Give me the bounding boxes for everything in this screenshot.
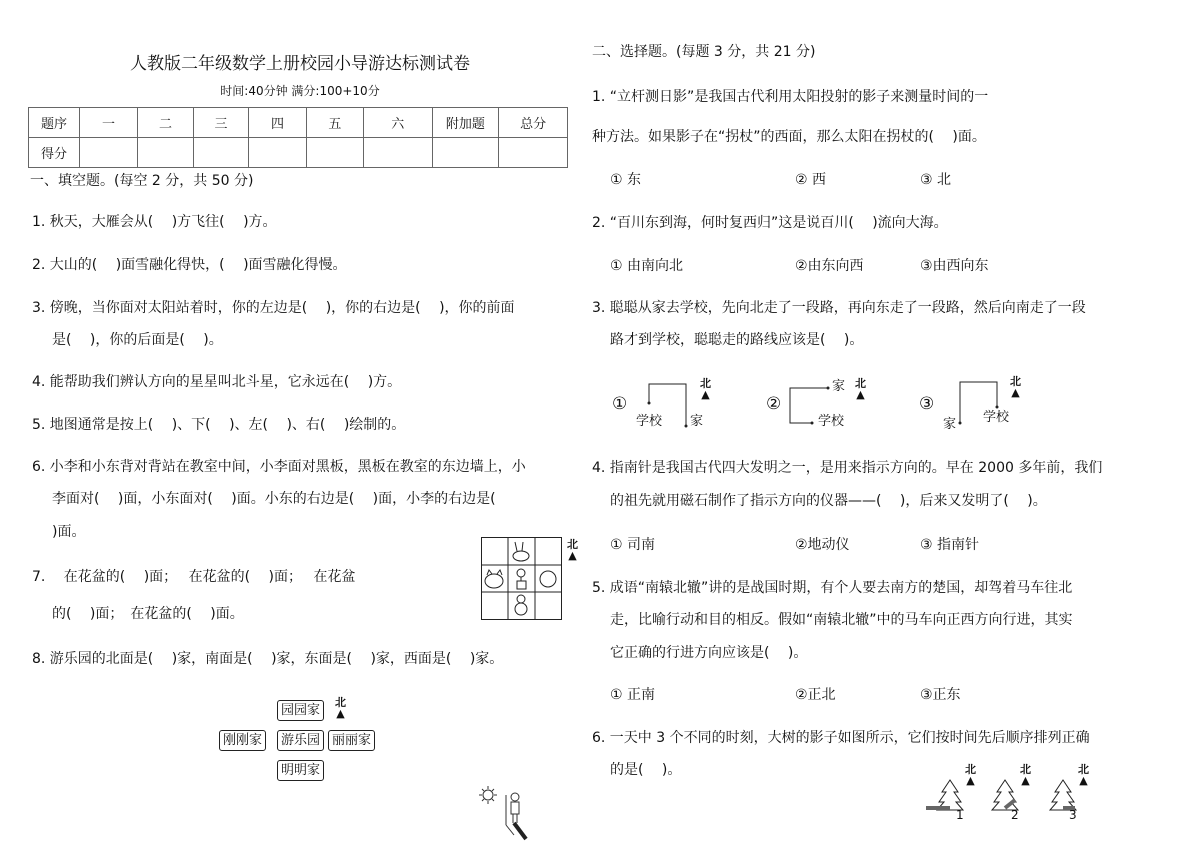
question-line: 2. 大山的( )面雪融化得快，( )面雪融化得慢。 xyxy=(32,257,347,273)
map-north-indicator: 北 ▲ xyxy=(335,696,346,720)
north-indicator: 北 ▲ xyxy=(1010,375,1021,399)
score-table-header: 三 xyxy=(193,108,248,138)
score-table-header: 总分 xyxy=(499,108,568,138)
question-line: 的祖先就用磁石制作了指示方向的仪器——( )，后来又发明了( )。 xyxy=(610,493,1047,509)
option-1[interactable]: ① 由南向北 xyxy=(610,258,684,274)
section2-heading: 二、选择题。(每题 3 分，共 21 分) xyxy=(592,44,816,60)
question-line: 6. 小李和小东背对背站在教室中间，小李面对黑板，黑板在教室的东边墙上，小 xyxy=(32,459,526,475)
question-line: 3. 傍晚，当你面对太阳站着时，你的左边是( )，你的右边是( )，你的前面 xyxy=(32,300,515,316)
score-table-header: 一 xyxy=(80,108,138,138)
option-2[interactable]: ② 西 xyxy=(795,172,827,188)
exam-subtitle: 时间:40分钟 满分:100+10分 xyxy=(220,84,380,98)
question-line: 的( )面； 在花盆的( )面。 xyxy=(52,606,244,622)
option-3[interactable]: ③由西向东 xyxy=(920,258,989,274)
question-line: 路才到学校，聪聪走的路线应该是( )。 xyxy=(610,332,864,348)
option-2[interactable]: ②正北 xyxy=(795,687,836,703)
question-line: 是( )，你的后面是( )。 xyxy=(52,332,223,348)
score-table xyxy=(28,107,568,168)
map-west-house: 刚刚家 xyxy=(219,730,266,751)
score-table-header: 附加题 xyxy=(432,108,499,138)
question-line: 4. 指南针是我国古代四大发明之一，是用来指示方向的。早在 2000 多年前，我们 xyxy=(592,460,1103,476)
question-line: 走，比喻行动和目的相反。假如“南辕北辙”中的马车向正西方向行进，其实 xyxy=(610,612,1073,628)
school-label: 学校 xyxy=(818,414,845,429)
score-table-header: 五 xyxy=(306,108,363,138)
north-indicator: 北 ▲ xyxy=(965,763,976,787)
exam-title: 人教版二年级数学上册校园小导游达标测试卷 xyxy=(130,54,470,74)
option-2[interactable]: ②地动仪 xyxy=(795,537,850,553)
north-indicator: 北 ▲ xyxy=(855,377,866,401)
tree-figure-label[interactable]: 3 xyxy=(1069,808,1077,822)
question-line: )面。 xyxy=(52,524,86,540)
route-option-3[interactable]: ③ xyxy=(919,394,935,414)
score-cell[interactable] xyxy=(306,138,363,168)
route-option-1[interactable]: ① xyxy=(612,394,628,414)
home-label: 家 xyxy=(832,379,846,394)
school-label: 学校 xyxy=(983,410,1010,425)
score-cell[interactable] xyxy=(138,138,194,168)
map-center: 游乐园 xyxy=(277,730,324,751)
tree-figure-label[interactable]: 1 xyxy=(956,808,964,822)
route-option-2[interactable]: ② xyxy=(766,394,782,414)
section1-heading: 一、填空题。(每空 2 分，共 50 分) xyxy=(30,173,254,189)
animal-grid-figure xyxy=(481,537,563,621)
score-table-header: 二 xyxy=(138,108,194,138)
score-cell[interactable] xyxy=(248,138,306,168)
option-3[interactable]: ③ 北 xyxy=(920,172,952,188)
north-indicator: 北 ▲ xyxy=(700,377,711,401)
option-3[interactable]: ③正东 xyxy=(920,687,961,703)
question-line: 它正确的行进方向应该是( )。 xyxy=(610,645,808,661)
score-table-header: 题序 xyxy=(29,108,80,138)
score-table-header: 六 xyxy=(363,108,432,138)
north-indicator: 北 ▲ xyxy=(567,538,578,562)
question-line: 3. 聪聪从家去学校，先向北走了一段路，再向东走了一段路，然后向南走了一段 xyxy=(592,300,1086,316)
question-line: 1. “立杆测日影”是我国古代利用太阳投射的影子来测量时间的一 xyxy=(592,89,989,105)
score-row-label: 得分 xyxy=(29,138,80,168)
option-1[interactable]: ① 正南 xyxy=(610,687,656,703)
question-line: 2. “百川东到海，何时复西归”这是说百川( )流向大海。 xyxy=(592,215,948,231)
option-3[interactable]: ③ 指南针 xyxy=(920,537,980,553)
question-line: 6. 一天中 3 个不同的时刻，大树的影子如图所示，它们按时间先后顺序排列正确 xyxy=(592,730,1090,746)
map-east-house: 丽丽家 xyxy=(328,730,375,751)
tree-figure-label[interactable]: 2 xyxy=(1011,808,1019,822)
score-cell[interactable] xyxy=(432,138,499,168)
question-line: 的是( )。 xyxy=(610,762,682,778)
score-cell[interactable] xyxy=(193,138,248,168)
question-line: 8. 游乐园的北面是( )家，南面是( )家，东面是( )家，西面是( )家。 xyxy=(32,651,504,667)
question-line: 5. 成语“南辕北辙”讲的是战国时期，有个人要去南方的楚国，却驾着马车往北 xyxy=(592,580,1073,596)
score-cell[interactable] xyxy=(80,138,138,168)
school-label: 学校 xyxy=(636,414,663,429)
score-cell[interactable] xyxy=(363,138,432,168)
score-table-header: 四 xyxy=(248,108,306,138)
sun-shadow-figure xyxy=(478,785,548,848)
question-line: 4. 能帮助我们辨认方向的星星叫北斗星，它永远在( )方。 xyxy=(32,374,402,390)
question-line: 李面对( )面，小东面对( )面。小东的右边是( )面，小李的右边是( xyxy=(52,491,496,507)
score-cell[interactable] xyxy=(499,138,568,168)
question-line: 5. 地图通常是按上( )、下( )、左( )、右( )绘制的。 xyxy=(32,417,406,433)
question-line: 1. 秋天，大雁会从( )方飞往( )方。 xyxy=(32,214,277,230)
map-south-house: 明明家 xyxy=(277,760,324,781)
question-line: 7. 在花盆的( )面； 在花盆的( )面； 在花盆 xyxy=(32,569,356,585)
question-line: 种方法。如果影子在“拐杖”的西面，那么太阳在拐杖的( )面。 xyxy=(592,129,986,145)
north-indicator: 北 ▲ xyxy=(1020,763,1031,787)
home-label: 家 xyxy=(690,414,704,429)
option-1[interactable]: ① 司南 xyxy=(610,537,656,553)
north-indicator: 北 ▲ xyxy=(1078,763,1089,787)
option-2[interactable]: ②由东向西 xyxy=(795,258,864,274)
map-north-house: 园园家 xyxy=(277,700,324,721)
option-1[interactable]: ① 东 xyxy=(610,172,642,188)
home-label: 家 xyxy=(943,417,957,432)
